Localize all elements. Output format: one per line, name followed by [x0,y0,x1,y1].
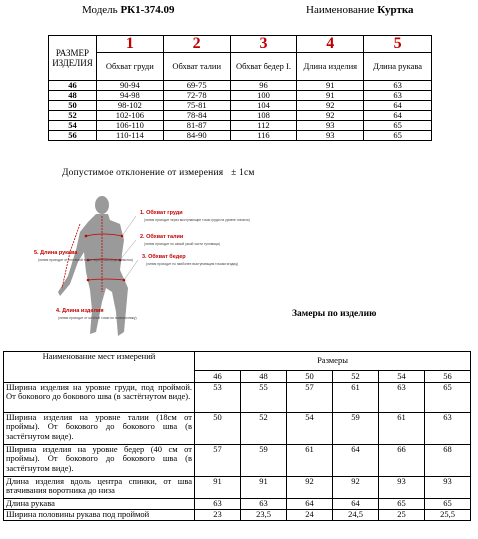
name-column-header: Наименование мест измерений [4,352,195,383]
waist-label: 2. Обхват талии [140,234,184,240]
size-cell: 54 [49,121,97,131]
table-cell: 94-98 [96,91,163,101]
table-cell: 24 [287,510,333,521]
measurement-name: Ширина изделия на уровне талии (18см от проймы). От бокового до бокового шва (в застёгнутом виде). [4,413,195,445]
column-number: 5 [364,36,432,53]
table-cell: 63 [425,413,471,445]
size-header-cell: 52 [333,371,379,383]
table-cell: 108 [230,111,297,121]
table-cell: 106-110 [96,121,163,131]
name-label: Наименование [306,4,375,16]
tolerance-value: ± 1см [231,168,255,178]
table-cell: 92 [297,101,364,111]
table-cell: 110-114 [96,131,163,141]
table-cell: 66 [379,445,425,477]
table-cell: 93 [425,477,471,499]
table-cell: 23 [195,510,241,521]
chest-label: 1. Обхват груди [140,210,183,216]
table-cell: 64 [333,445,379,477]
table-cell: 63 [364,81,432,91]
column-number: 3 [230,36,297,53]
model-label: Модель [82,4,118,16]
size-cell: 56 [49,131,97,141]
table-cell: 93 [297,131,364,141]
hips-note: (линия проходит по наиболее выступающим точкам ягодиц) [146,262,239,266]
table-cell: 65 [364,121,432,131]
table-cell: 25 [379,510,425,521]
table-row [49,91,432,101]
sleeve-label: 5. Длина рукава [34,250,78,256]
table-row [49,111,432,121]
size-header-cell: 48 [241,371,287,383]
table-cell: 92 [287,477,333,499]
table-cell: 64 [364,111,432,121]
table-row [49,101,432,111]
table-cell: 96 [230,81,297,91]
sizes-header: Размеры [195,352,471,371]
table-cell: 65 [364,131,432,141]
model-heading [82,4,175,16]
size-cell: 48 [49,91,97,101]
table-cell: 24,5 [333,510,379,521]
column-header: Обхват груди [96,53,163,81]
size-header-cell: 46 [195,371,241,383]
table-cell: 102-106 [96,111,163,121]
table-cell: 93 [297,121,364,131]
table-cell: 63 [195,499,241,510]
table-cell: 65 [425,383,471,413]
column-number: 4 [297,36,364,53]
measurement-name: Ширина изделия на уровне груди, под проймой. От бокового до бокового шва (в застёгнутом виде). [4,383,195,413]
column-header: Обхват талии [163,53,230,81]
hips-label: 3. Обхват бедер [142,254,186,260]
table-cell: 91 [297,91,364,101]
table-cell: 84-90 [163,131,230,141]
measurement-name: Длина рукава [4,499,195,510]
table-row [49,81,432,91]
measurement-figure [28,192,250,340]
table-row [4,413,471,445]
measurement-name: Ширина половины рукава под проймой [4,510,195,521]
table-row [49,131,432,141]
measurements-title: Замеры по изделию [292,309,377,319]
table-cell: 104 [230,101,297,111]
tolerance-label: Допустимое отклонение от измерения [62,168,224,178]
length-note: (линия проходит от шейной точки по позвоночнику) [58,316,137,320]
table-cell: 75-81 [163,101,230,111]
table-cell: 57 [195,445,241,477]
table-row [4,510,471,521]
table-cell: 91 [241,477,287,499]
table-cell: 59 [333,413,379,445]
name-value: Куртка [377,4,414,16]
table-cell: 98-102 [96,101,163,111]
measurement-name: Ширина изделия на уровне бедер (40 см от проймы). От бокового до бокового шва (в застёгнутом виде). [4,445,195,477]
table-cell: 81-87 [163,121,230,131]
size-header-cell: 50 [287,371,333,383]
table-row [49,121,432,131]
table-cell: 72-78 [163,91,230,101]
column-number: 1 [96,36,163,53]
sleeve-note: (линия проходит от плечевой точки через локоть до запястья) [38,258,133,262]
measurements-table [3,351,471,521]
size-header-cell: 54 [379,371,425,383]
table-cell: 61 [333,383,379,413]
table-cell: 50 [195,413,241,445]
table-row [4,383,471,413]
table-row [4,445,471,477]
table-cell: 59 [241,445,287,477]
size-cell: 52 [49,111,97,121]
table-cell: 90-94 [96,81,163,91]
table-cell: 63 [379,383,425,413]
table-cell: 91 [195,477,241,499]
table-cell: 61 [379,413,425,445]
table-cell: 63 [364,91,432,101]
size-cell: 46 [49,81,97,91]
column-number: 2 [163,36,230,53]
table-cell: 52 [241,413,287,445]
size-header-cell: 56 [425,371,471,383]
chest-note: (линия проходит через выступающие точки груди на уровне лопаток) [144,218,250,222]
column-header: Длина изделия [297,53,364,81]
table-cell: 69-75 [163,81,230,91]
table-cell: 93 [379,477,425,499]
table-cell: 25,5 [425,510,471,521]
table-cell: 78-84 [163,111,230,121]
table-cell: 100 [230,91,297,101]
waist-note: (линия проходит по самой узкой части туловища) [144,242,220,246]
table-row [4,499,471,510]
table-cell: 92 [297,111,364,121]
tolerance-note [62,168,255,178]
table-cell: 23,5 [241,510,287,521]
table-cell: 68 [425,445,471,477]
product-name-heading [306,4,414,16]
size-cell: 50 [49,101,97,111]
table-cell: 61 [287,445,333,477]
measurement-name: Длина изделия вдоль центра спинки, от шва втачивания воротника до низа [4,477,195,499]
size-column-header: РАЗМЕР ИЗДЕЛИЯ [49,36,97,81]
table-cell: 55 [241,383,287,413]
size-chart-table [48,35,432,141]
table-cell: 63 [241,499,287,510]
table-cell: 64 [333,499,379,510]
table-cell: 65 [425,499,471,510]
table-cell: 112 [230,121,297,131]
table-row [4,477,471,499]
table-cell: 116 [230,131,297,141]
table-cell: 57 [287,383,333,413]
table-cell: 91 [297,81,364,91]
table-cell: 64 [364,101,432,111]
table-cell: 64 [287,499,333,510]
table-cell: 53 [195,383,241,413]
table-cell: 54 [287,413,333,445]
table-cell: 65 [379,499,425,510]
model-code: РК1-374.09 [120,4,175,16]
length-label: 4. Длина изделия [56,308,104,314]
column-header: Длина рукава [364,53,432,81]
table-cell: 92 [333,477,379,499]
column-header: Обхват бедер I. [230,53,297,81]
